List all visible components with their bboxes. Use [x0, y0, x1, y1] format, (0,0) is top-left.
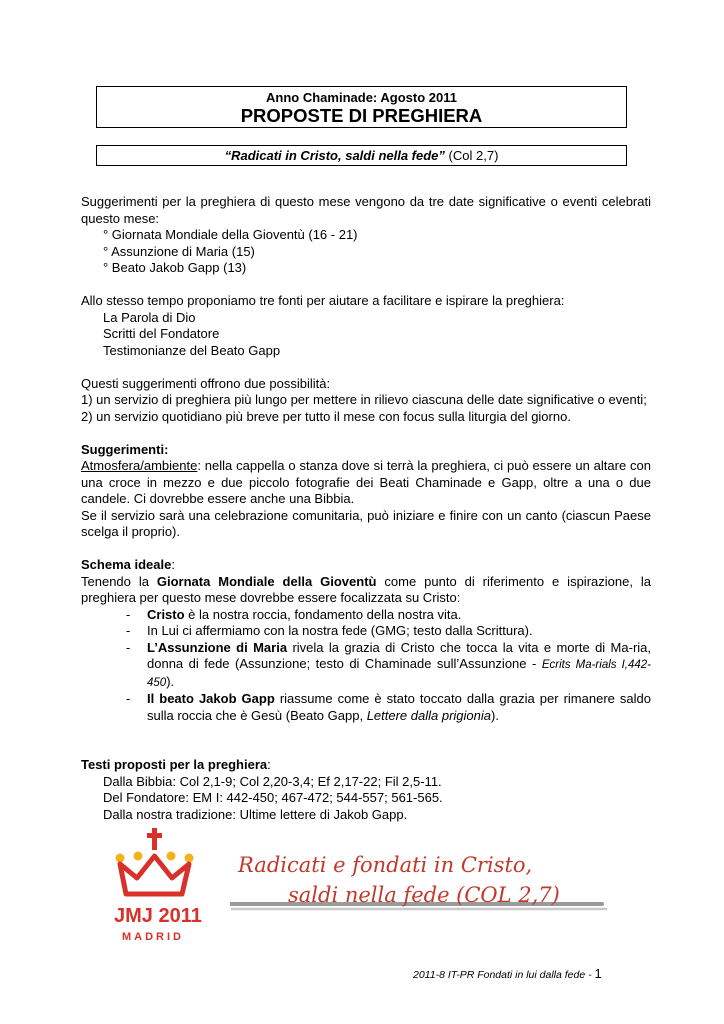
- schema-heading: Schema ideale: [81, 557, 172, 572]
- page-number: 1: [594, 966, 602, 981]
- source-item: Scritti del Fondatore: [103, 326, 220, 341]
- crown-icon: [120, 856, 189, 894]
- text-item: Del Fondatore: EM I: 442-450; 467-472; 544-557; 561-565.: [103, 790, 443, 805]
- logo-name: JMJ 2011: [114, 905, 202, 927]
- suggestions-heading: Suggerimenti:: [81, 441, 169, 457]
- page-title: PROPOSTE DI PREGHIERA: [240, 105, 483, 126]
- slogan-graphic: [230, 848, 610, 928]
- slogan-line1: Radicati e fondati in Cristo,: [238, 853, 533, 877]
- possibility-2: 2) un servizio quotidiano più breve per tutto il mese con focus sulla liturgia del giorno.: [81, 408, 571, 424]
- text-item: Dalla Bibbia: Col 2,1-9; Col 2,20-3,4; Ef 2,17-22; Fil 2,5-11.: [103, 773, 442, 789]
- source-item: Testimonianze del Beato Gapp: [103, 342, 281, 358]
- schema-intro: Tenendo la Giornata Mondiale della Gioventù come punto di riferimento e ispirazione, la preghiera per questo mese dovrebbe essere focalizzata su Cristo:: [81, 573, 651, 605]
- service-paragraph: Se il servizio sarà una celebrazione comunitaria, può iniziare e finire con un canto (ciascun Paese scelga il proprio).: [81, 507, 651, 539]
- intro-item: ° Beato Jakob Gapp (13): [103, 260, 247, 275]
- sources-text: Allo stesso tempo proponiamo tre fonti per aiutare a facilitare e ispirare la preghiera:: [81, 293, 565, 308]
- motto-quote: “Radicati in Cristo, saldi nella fede”: [224, 148, 445, 163]
- page-footer: 2011-8 IT-PR Fondati in lui dalla fede - 1: [413, 966, 602, 981]
- cross-icon: [152, 828, 157, 850]
- intro-text: Suggerimenti per la preghiera di questo mese vengono da tre date significative o eventi celebrati questo mese:: [81, 194, 651, 226]
- schema-bullet: - In Lui ci affermiamo con la nostra fede (GMG; testo dalla Scrittura).: [126, 623, 533, 638]
- schema-bullet: - L’Assunzione di Maria rivela la grazia di Cristo che tocca la vita e morte di Ma-ria, donna di fede (Assunzione; testo di Chaminade sull’Assunzione - Ecrits Ma-rials I,442-450).: [126, 639, 652, 689]
- slogan-line2: saldi nella fede (COL 2,7): [288, 883, 560, 907]
- footer-doc-ref: 2011-8 IT-PR Fondati in lui dalla fede: [413, 969, 586, 981]
- document-body: Suggerimenti per la preghiera di questo mese vengono da tre date significative o eventi celebrati questo mese: ° Giornata Mondiale della Gioventù (16 - 21) ° Assunzione di Maria (15) ° Beato Jakob Gapp (13) Allo stesso tempo proponiamo tre fonti per aiutare a facilitare e ispirare la preghiera: La Parola di Dio Scritti del Fondatore Testimonianze del Beato Gapp Questi suggerimenti offrono due possibilità: 1) un servizio di preghiera più lungo per mettere in rilievo ciascuna delle date significative o eventi; 2) un servizio quotidiano più breve per tutto il mese con focus sulla liturgia del giorno. Suggerimenti: Atmosfera/ambiente: nella cappella o stanza dove si terrà la preghiera, ci può essere un altare con una croce in mezzo e due piccolo fotografie dei Beati Chaminade e Gapp, oltre a una o due candele. Ci dovrebbe essere anche una Bibbia. Se il servizio sarà una celebrazione comunitaria, può iniziare e finire con un canto (ciascun Paese scelga il proprio). Schema ideale: Tenendo la Giornata Mondiale della Gioventù come punto di riferimento e ispirazione, la preghiera per questo mese dovrebbe essere focalizzata su Cristo: - Cristo è la nostra roccia, fondamento della nostra vita. - In Lui ci affermiamo con la nostra fede (GMG; testo dalla Scrittura). - L’Assunzione di Maria rivela la grazia di Cristo che tocca la vita e morte di Ma-ria, donna di fede (Assunzione; testo di Chaminade sull’Assunzione - Ecrits Ma-rials I,442-450). - Il beato Jakob Gapp riassume come è stato toccato dalla grazia per rimanere saldo sulla roccia che è Gesù (Beato Gapp, Lettere dalla prigionia). Testi proposti per la preghiera: Dalla Bibbia: Col 2,1-9; Col 2,20-3,4; Ef 2,17-22; Fil 2,5-11. Del Fondatore: EM I: 442-450; 467-472; 544-557; 561-565. Dalla nostra tradizione: Ultime lettere di Jakob Gapp.: [81, 194, 652, 822]
- source-item: La Parola di Dio: [103, 309, 196, 325]
- texts-heading: Testi proposti per la preghiera: [81, 757, 268, 772]
- header-box: [96, 86, 627, 128]
- intro-item: ° Assunzione di Maria (15): [103, 243, 255, 259]
- atmosphere-label: Atmosfera/ambiente: [81, 458, 198, 473]
- atmosphere-paragraph: Atmosfera/ambiente: nella cappella o stanza dove si terrà la preghiera, ci può essere un altare con una croce in mezzo e due piccolo fotografie dei Beati Chaminade e Gapp, oltre a una o due candele. Ci dovrebbe essere anche una Bibbia.: [81, 458, 651, 506]
- possibility-1: 1) un servizio di preghiera più lungo per mettere in rilievo ciascuna delle date significative o eventi;: [81, 392, 647, 407]
- motto-ref: (Col 2,7): [448, 148, 499, 163]
- schema-bullet: - Cristo è la nostra roccia, fondamento della nostra vita.: [126, 606, 462, 622]
- header-subtitle: Anno Chaminade: Agosto 2011: [266, 90, 457, 105]
- logo-city: MADRID: [122, 931, 184, 943]
- intro-item: ° Giornata Mondiale della Gioventù (16 - 21): [103, 227, 358, 242]
- motto-box: [96, 145, 627, 166]
- schema-bullet: - Il beato Jakob Gapp riassume come è stato toccato dalla grazia per rimanere saldo sulla roccia che è Gesù (Beato Gapp, Lettere dalla prigionia).: [126, 691, 651, 723]
- possibilities-text: Questi suggerimenti offrono due possibilità:: [81, 375, 331, 391]
- jmj-logo: [112, 826, 202, 944]
- text-item: Dalla nostra tradizione: Ultime lettere di Jakob Gapp.: [103, 806, 408, 822]
